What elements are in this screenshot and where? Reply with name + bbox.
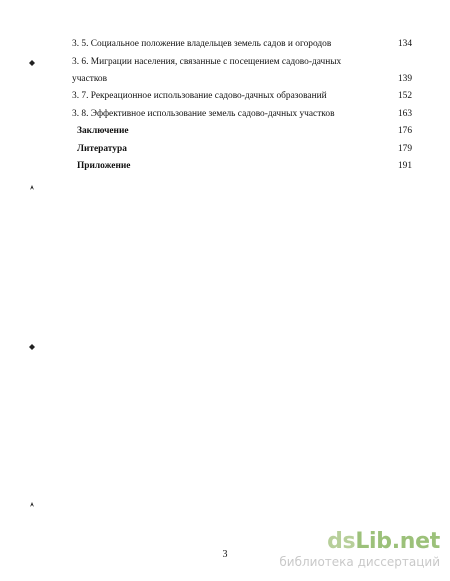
toc-entry-page: 139 xyxy=(397,73,412,84)
toc-entry-conclusion xyxy=(72,125,412,137)
toc-entry-label: 3. 6. Миграции населения, связанные с посещением садово-дачных xyxy=(72,56,342,67)
binding-mark-icon xyxy=(29,185,35,191)
binding-mark-icon xyxy=(29,344,35,350)
toc-entry-label: Заключение xyxy=(77,126,129,136)
toc-entry-label: 3. 8. Эффективное использование земель садово-дачных участков xyxy=(72,108,335,119)
toc-entry-appendix xyxy=(72,160,412,172)
toc-entry-label: Литература xyxy=(77,143,127,154)
binding-mark-icon xyxy=(29,502,35,508)
toc-entry-page: 163 xyxy=(397,108,412,119)
toc-entry-label: Приложение xyxy=(77,161,131,171)
toc-entry-page: 152 xyxy=(397,91,412,101)
binding-mark-icon xyxy=(29,60,35,66)
toc-entry-page: 176 xyxy=(397,126,412,136)
toc-entry-label: 3. 5. Социальное положение владельцев земель садов и огородов xyxy=(72,39,332,49)
toc-entry-page: 191 xyxy=(397,161,412,171)
toc-entry-label: 3. 7. Рекреационное использование садово-дачных образований xyxy=(72,91,327,101)
toc-entry-label-continued: участков xyxy=(72,73,108,84)
toc-entry-3-5 xyxy=(72,38,412,50)
toc-entry-page: 179 xyxy=(397,143,412,154)
watermark-logo xyxy=(279,530,440,569)
toc-entry-3-7 xyxy=(72,90,412,102)
toc-entry-3-6 xyxy=(72,56,412,85)
toc-entry-3-8 xyxy=(72,108,412,120)
table-of-contents xyxy=(72,38,412,178)
toc-entry-page: 134 xyxy=(397,39,412,49)
toc-entry-literature xyxy=(72,143,412,155)
watermark-brand: dsLib.net xyxy=(327,529,440,554)
page-number: 3 xyxy=(222,549,228,560)
watermark-subtitle: библиотека диссертаций xyxy=(279,555,440,569)
